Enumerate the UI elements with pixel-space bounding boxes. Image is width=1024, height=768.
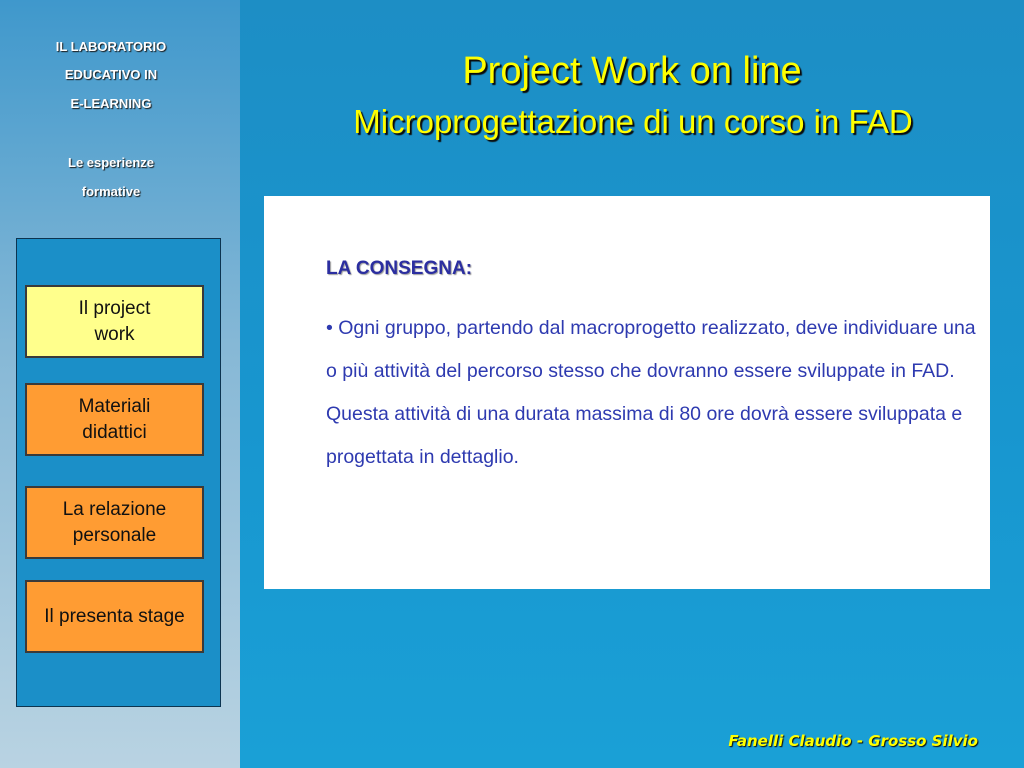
nav-button-label-line: Il project <box>78 297 151 319</box>
sidebar-subtitle-line-2: formative <box>81 184 141 199</box>
sidebar-title-line-2: EDUCATIVO IN <box>64 67 158 82</box>
content-box <box>264 196 990 589</box>
nav-button-materiali-didattici[interactable] <box>25 383 204 456</box>
nav-button-presenta-stage[interactable] <box>25 580 204 653</box>
slide-subtitle: Microprogettazione di un corso in FAD <box>353 103 913 140</box>
nav-button-label-line: personale <box>72 524 157 546</box>
nav-button-label-line: Materiali <box>78 395 151 417</box>
sidebar-subtitle-line-1: Le esperienze <box>68 155 154 170</box>
nav-button-project-work[interactable] <box>25 285 204 358</box>
sidebar <box>0 0 240 768</box>
content-body: • Ogni gruppo, partendo dal macroprogetto realizzato, deve individuare una o più attività del percorso stesso che dovranno essere sviluppate in FAD. Questa attività di una durata massima di 80 ore dovrà essere sviluppata e progettata in dettaglio. <box>326 317 976 468</box>
nav-button-label-line: work <box>94 323 135 345</box>
nav-button-relazione-personale[interactable] <box>25 486 204 559</box>
sidebar-title-line-3: E-LEARNING <box>70 96 152 111</box>
content-heading: LA CONSEGNA: <box>326 258 473 279</box>
nav-button-label-line: Il presenta stage <box>44 605 185 627</box>
slide-title: Project Work on line <box>462 50 802 92</box>
nav-button-label-line: La relazione <box>62 498 167 520</box>
footer-authors: Fanelli Claudio - Grosso Silvio <box>728 732 978 750</box>
sidebar-title-line-1: IL LABORATORIO <box>55 39 167 54</box>
nav-button-label-line: didattici <box>82 421 147 443</box>
